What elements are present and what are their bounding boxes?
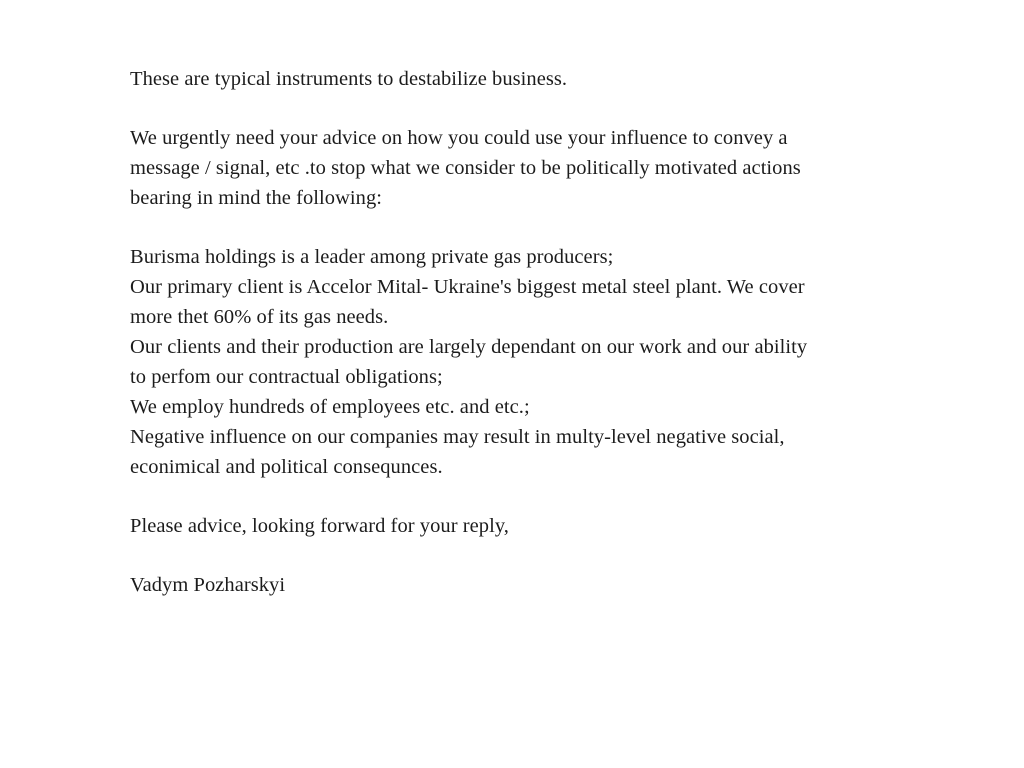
- text-line: We employ hundreds of employees etc. and etc.;: [130, 396, 530, 418]
- paragraph-spacer: [130, 94, 950, 123]
- text-line: message / signal, etc .to stop what we consider to be politically motivated actions: [130, 157, 801, 179]
- request-paragraph: [130, 123, 950, 213]
- intro-paragraph: These are typical instruments to destabilize business.: [130, 68, 568, 90]
- paragraph-spacer: [130, 541, 950, 570]
- text-line: more thet 60% of its gas needs.: [130, 306, 389, 328]
- text-line: econimical and political consequnces.: [130, 456, 443, 478]
- points-paragraph: [130, 242, 950, 482]
- closing-line: Please advice, looking forward for your reply,: [130, 515, 509, 537]
- text-line: Burisma holdings is a leader among private gas producers;: [130, 246, 614, 268]
- text-line: bearing in mind the following:: [130, 187, 383, 209]
- text-line: Our clients and their production are largely dependant on our work and our ability: [130, 336, 808, 358]
- paragraph-spacer: [130, 482, 950, 511]
- text-line: Negative influence on our companies may result in multy-level negative social,: [130, 426, 785, 448]
- text-line: to perfom our contractual obligations;: [130, 366, 443, 388]
- text-line: Our primary client is Accelor Mital- Ukraine's biggest metal steel plant. We cover: [130, 276, 805, 298]
- letter-body: [130, 64, 950, 600]
- paragraph-spacer: [130, 213, 950, 242]
- signature: Vadym Pozharskyi: [130, 574, 286, 596]
- text-line: We urgently need your advice on how you could use your influence to convey a: [130, 127, 788, 149]
